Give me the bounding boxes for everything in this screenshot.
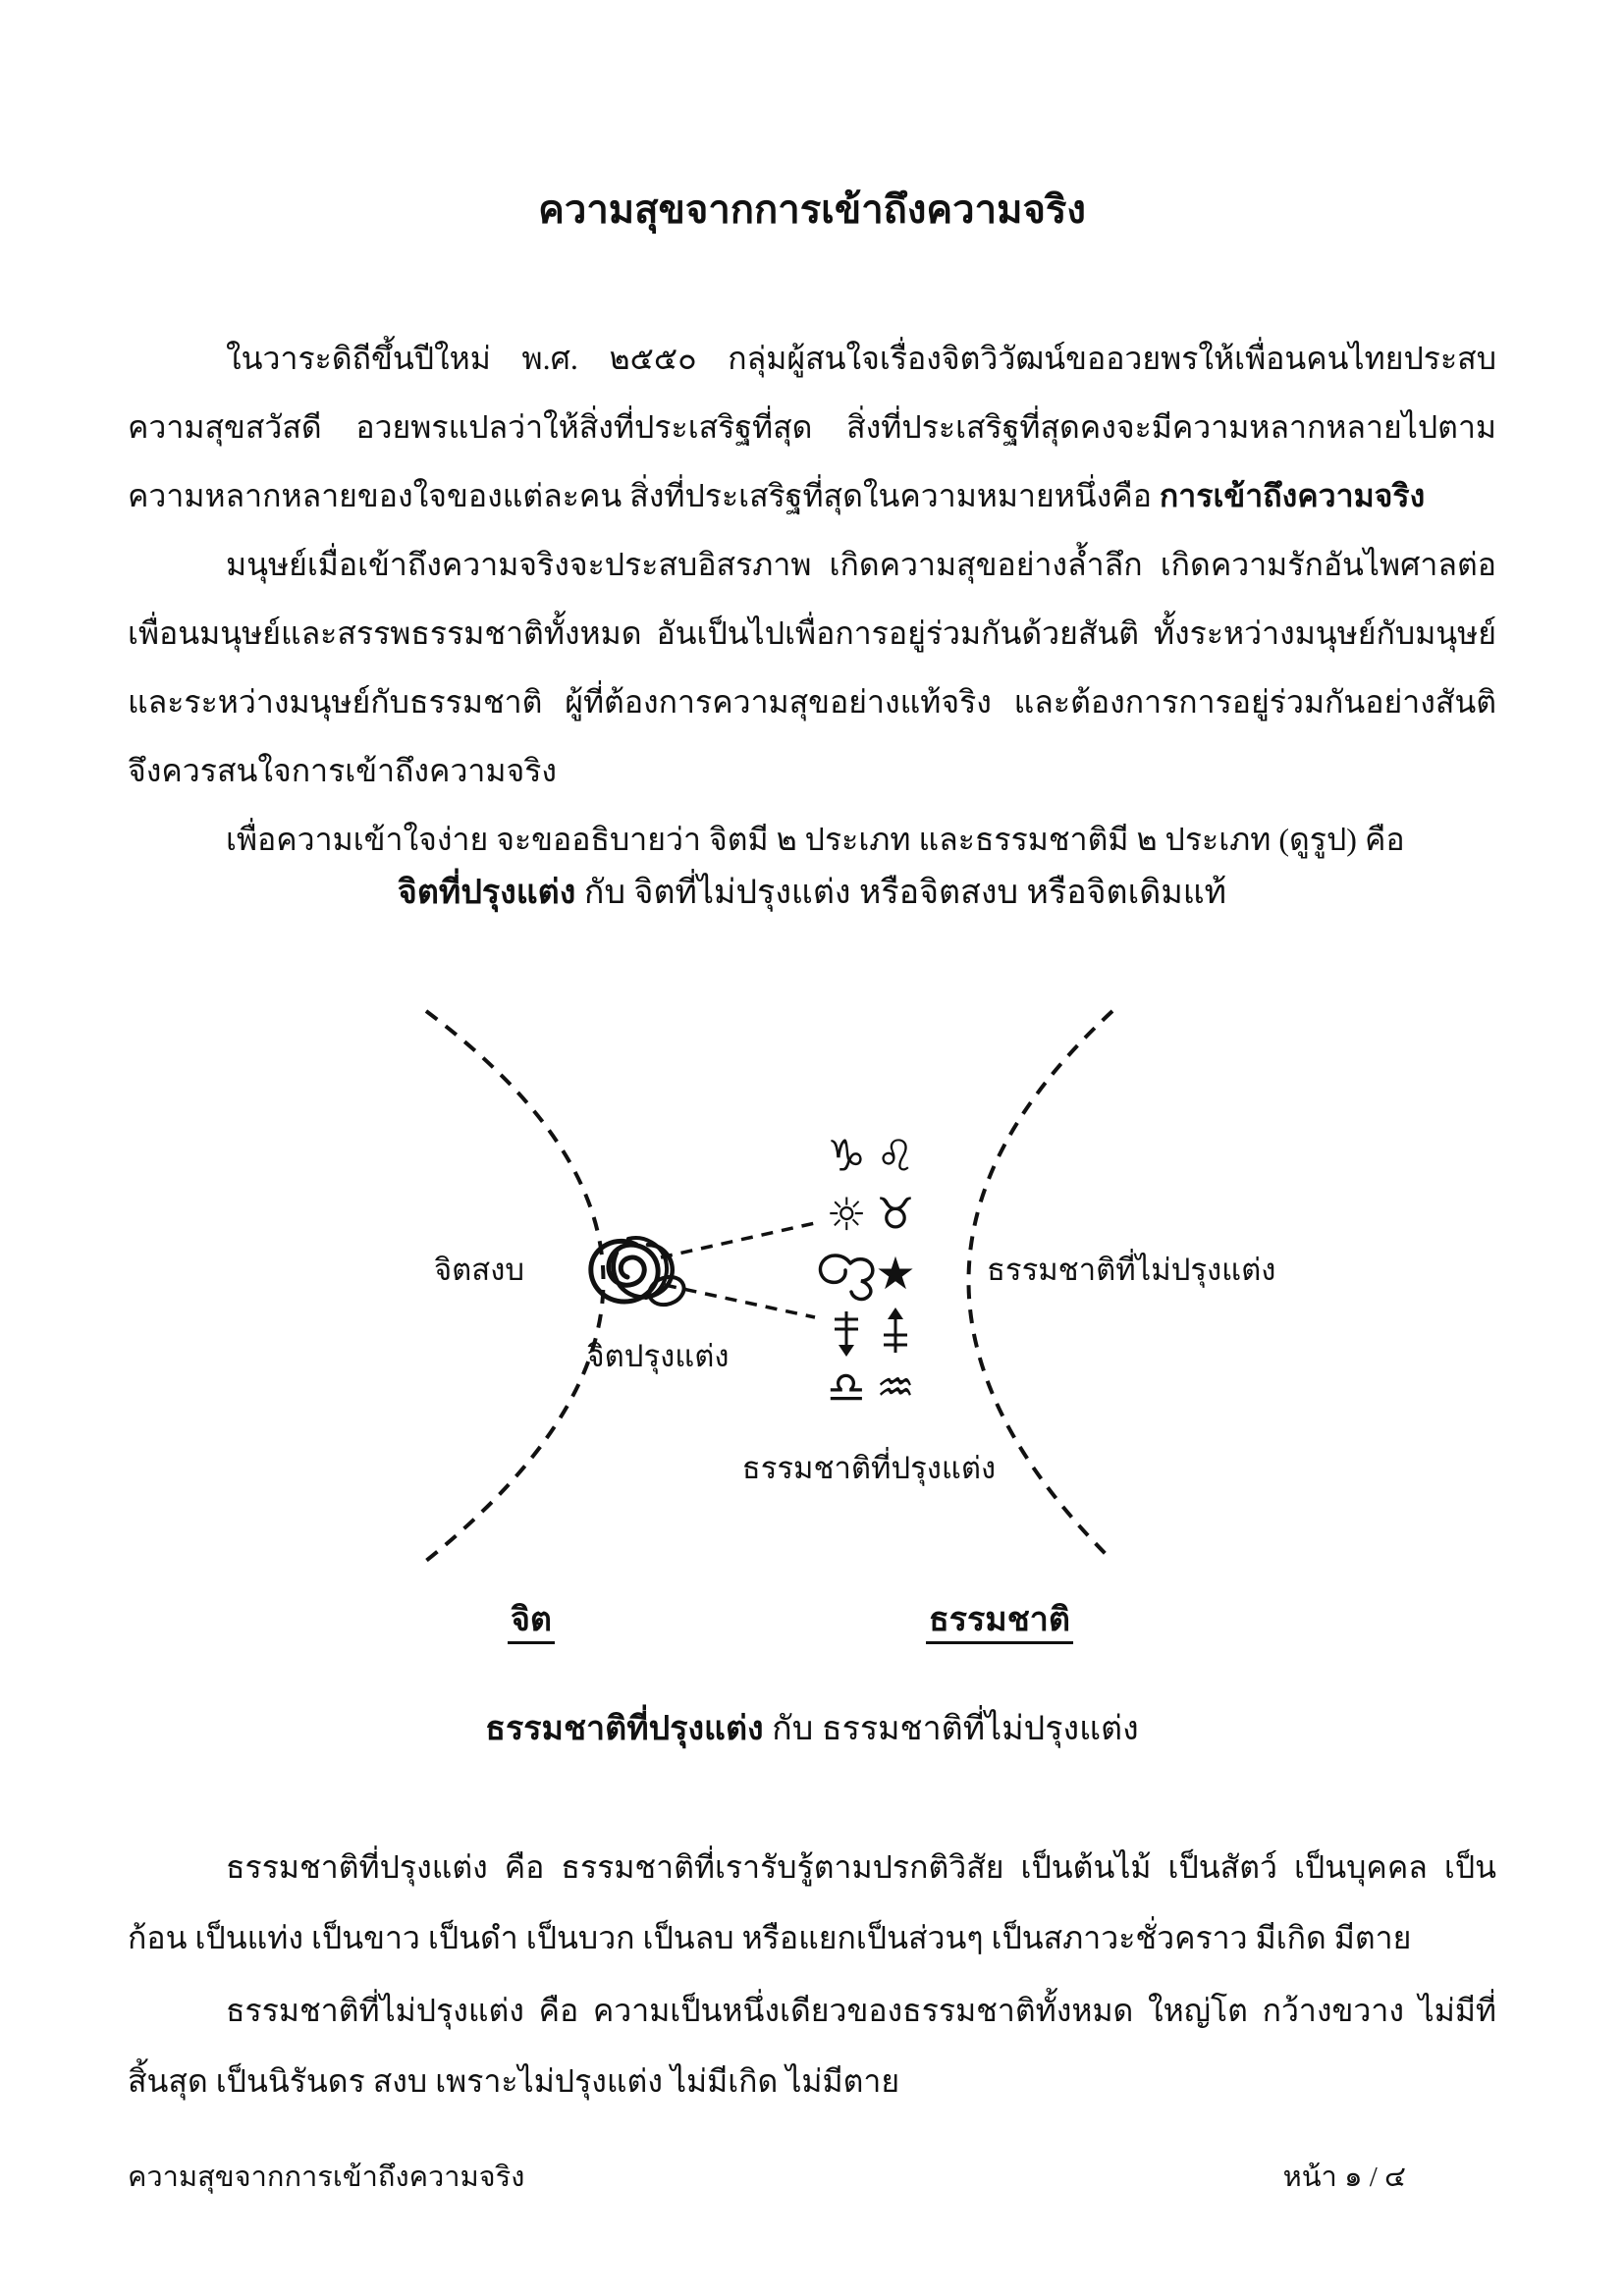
page-title: ความสุขจากการเข้าถึงความจริง [538, 187, 1086, 232]
footer-title: ความสุขจากการเข้าถึงความจริง [128, 2162, 525, 2193]
taurus-symbol: ♉ [876, 1189, 915, 1240]
conditioned-nature-label: ธรรมชาติที่ปรุงแต่ง [741, 1451, 997, 1485]
heading-mind-bold: จิตที่ปรุงแต่ง [397, 875, 576, 911]
mind-label-text: จิต [508, 1602, 555, 1644]
intro-paragraph-1-bold: การเข้าถึงความจริง [1159, 478, 1426, 513]
star-symbol: ★ [875, 1247, 916, 1300]
section-heading-mind [0, 872, 1624, 915]
up-arrow-symbol [884, 1308, 907, 1353]
paragraph-unconditioned-nature [128, 1975, 1496, 2116]
heading-nature-bold: ธรรมชาติที่ปรุงแต่ง [485, 1711, 764, 1747]
intro-paragraph-1-text: ในวาระดิถีขึ้นปีใหม่ พ.ศ. ๒๕๕๐ กลุ่มผู้สนใจเรื่องจิตวิวัฒน์ขออวยพรให้เพื่อนคนไทยประสบความสุขสวัสดี อวยพรแปลว่าให้สิ่งที่ประเสริฐที่สุด สิ่งที่ประเสริฐที่สุดคงจะมีความหลากหลายไปตามความหลากหลายของใจของแต่ละคน สิ่งที่ประเสริฐที่สุดในความหมายหนึ่งคือ [128, 341, 1496, 513]
diagram-canvas [0, 991, 1624, 1679]
intro-paragraph-3: เพื่อความเข้าใจง่าย จะขออธิบายว่า จิตมี ๒ ประเภท และธรรมชาติมี ๒ ประเภท (ดูรูป) คือ [226, 822, 1405, 857]
intro-paragraph-1 [128, 324, 1496, 530]
intro-paragraph-2: มนุษย์เมื่อเข้าถึงความจริงจะประสบอิสรภาพ เกิดความสุขอย่างล้ำลึก เกิดความรักอันไพศาลต่อเพื่อนมนุษย์และสรรพธรรมชาติทั้งหมด อันเป็นไปเพื่อการอยู่ร่วมกันด้วยสันติ ทั้งระหว่างมนุษย์กับมนุษย์และระหว่างมนุษย์กับธรรมชาติ ผู้ที่ต้องการความสุขอย่างแท้จริง และต้องการการอยู่ร่วมกันอย่างสันติ จึงควรสนใจการเข้าถึงความจริง [128, 547, 1496, 788]
heading-nature-rest: กับ ธรรมชาติที่ไม่ปรุงแต่ง [763, 1711, 1139, 1747]
calm-mind-label: จิตสงบ [433, 1253, 525, 1287]
projection-line-lower [665, 1285, 815, 1317]
leo-symbol: ♌ [876, 1131, 915, 1182]
projection-line-upper [661, 1223, 815, 1257]
unconditioned-nature-label: ธรรมชาติที่ไม่ปรุงแต่ง [987, 1253, 1276, 1287]
conditioned-mind-label: จิตปรุงแต่ง [586, 1339, 730, 1373]
scribble-side-loop [649, 1277, 683, 1305]
intro-paragraphs [128, 324, 1496, 874]
nature-label [926, 1592, 1073, 1645]
heading-mind-rest: กับ จิตที่ไม่ปรุงแต่ง หรือจิตสงบ หรือจิตเดิมแท้ [575, 875, 1227, 911]
mind-nature-diagram [0, 991, 1624, 1679]
sun-symbol: ☼ [826, 1188, 867, 1241]
paragraph-conditioned-nature [128, 1832, 1496, 1973]
aquarius-symbol: ♒ [876, 1362, 915, 1414]
paragraph-unconditioned-nature-text: ธรรมชาติที่ไม่ปรุงแต่ง คือ ความเป็นหนึ่งเดียวของธรรมชาติทั้งหมด ใหญ่โต กว้างขวาง ไม่มีที่สิ้นสุด เป็นนิรันดร สงบ เพราะไม่ปรุงแต่ง ไม่มีเกิด ไม่มีตาย [128, 1993, 1496, 2099]
capricorn-symbol: ♑ [827, 1131, 866, 1182]
section-heading-nature [0, 1708, 1624, 1751]
footer-page-number: หน้า ๑ / ๔ [1282, 2162, 1406, 2193]
doc-footer [128, 2160, 1406, 2197]
down-arrow-symbol [835, 1311, 858, 1357]
curl-symbol [820, 1255, 872, 1299]
nature-label-text: ธรรมชาติ [926, 1602, 1073, 1644]
libra-symbol: ♎ [827, 1362, 866, 1414]
mind-label [508, 1592, 555, 1645]
paragraph-conditioned-nature-text: ธรรมชาติที่ปรุงแต่ง คือ ธรรมชาติที่เรารับรู้ตามปรกติวิสัย เป็นต้นไม้ เป็นสัตว์ เป็นบุคคล เป็นก้อน เป็นแท่ง เป็นขาว เป็นดำ เป็นบวก เป็นลบ หรือแยกเป็นส่วนๆ เป็นสภาวะชั่วคราว มีเกิด มีตาย [128, 1849, 1496, 1955]
